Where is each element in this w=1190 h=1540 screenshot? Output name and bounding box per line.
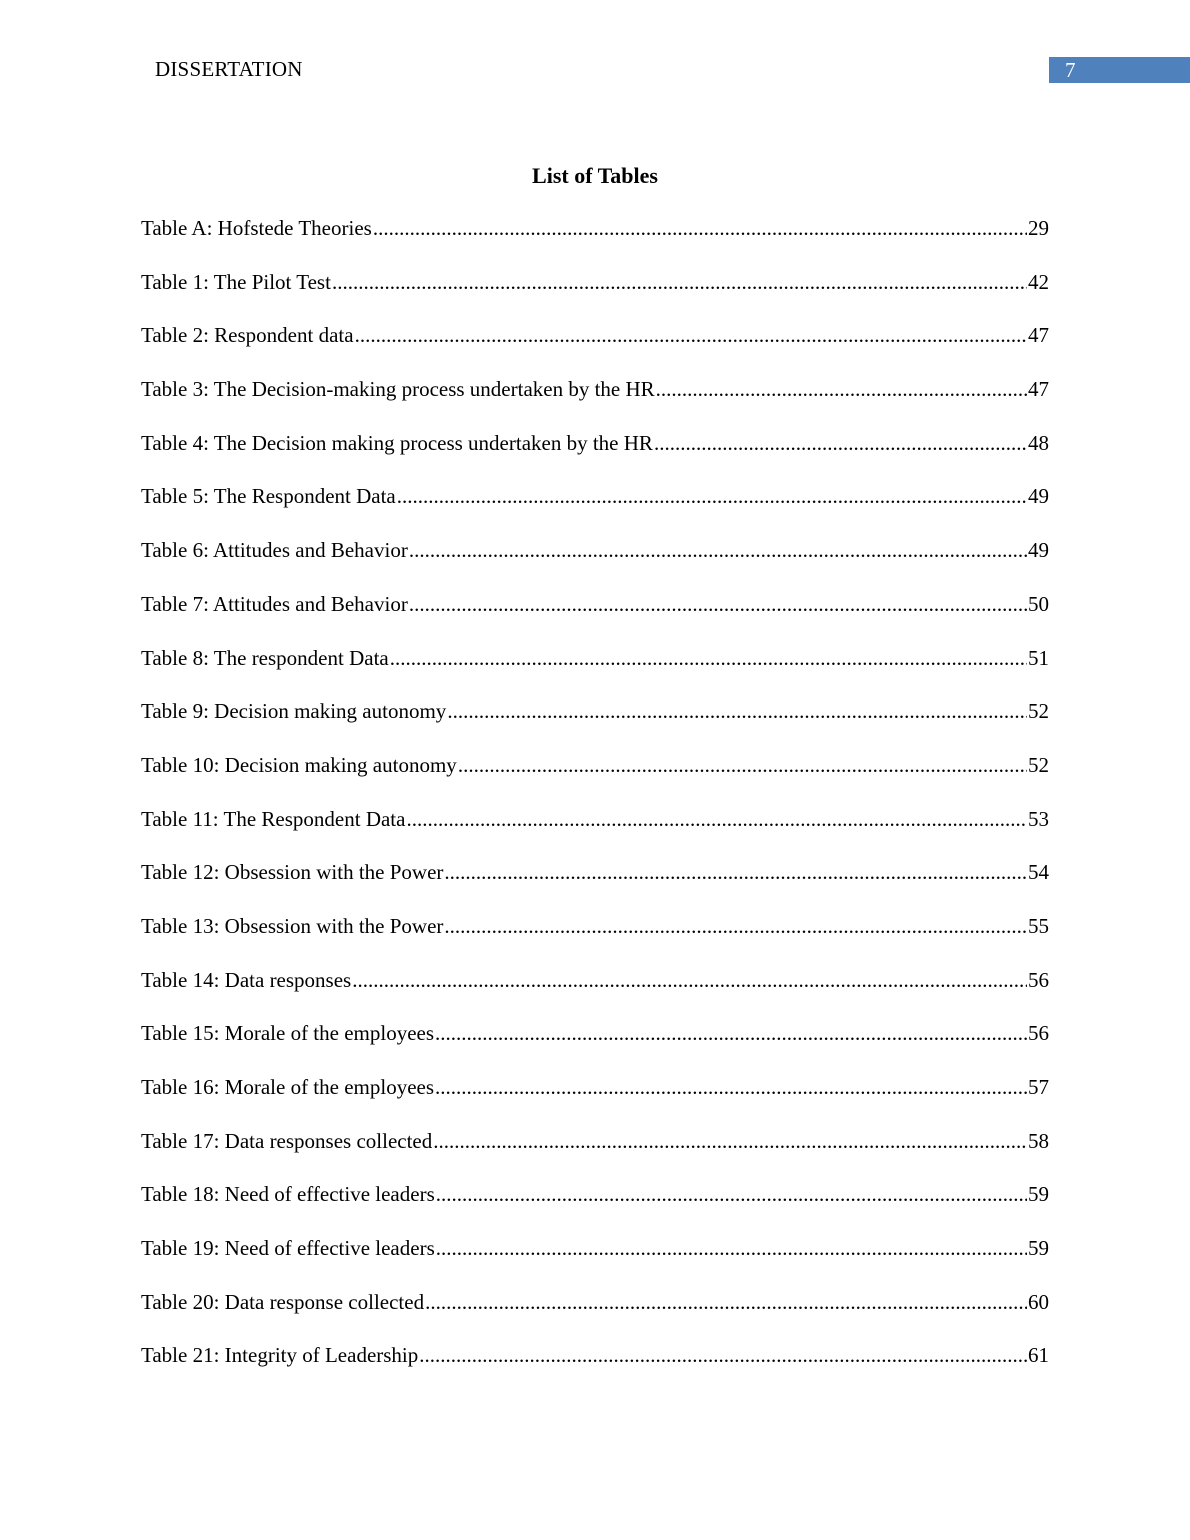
toc-entry[interactable] bbox=[141, 377, 1049, 431]
toc-entry-page: 56 bbox=[1028, 1021, 1049, 1046]
toc-entry-label: Table A: Hofstede Theories bbox=[141, 216, 372, 240]
dot-leader bbox=[436, 1236, 1027, 1261]
toc-entry[interactable] bbox=[141, 860, 1049, 914]
toc-entry-page: 49 bbox=[1028, 538, 1049, 563]
dot-leader bbox=[390, 646, 1027, 671]
toc-entry-label: Table 12: Obsession with the Power bbox=[141, 860, 444, 885]
page-number: 7 bbox=[1065, 58, 1076, 82]
dot-leader bbox=[409, 592, 1027, 617]
toc-entry-page: 53 bbox=[1028, 806, 1049, 831]
toc-entry-page: 47 bbox=[1028, 323, 1049, 348]
dot-leader bbox=[656, 377, 1027, 402]
toc-entry-label: Table 7: Attitudes and Behavior bbox=[141, 591, 408, 616]
dot-leader bbox=[409, 538, 1027, 563]
toc-entry-page: 59 bbox=[1028, 1182, 1049, 1207]
toc-entry-page: 54 bbox=[1028, 860, 1049, 885]
toc-entry[interactable] bbox=[141, 1075, 1049, 1129]
dot-leader bbox=[435, 1021, 1027, 1046]
toc-entry[interactable] bbox=[141, 646, 1049, 700]
toc-entry-label: Table 6: Attitudes and Behavior bbox=[141, 538, 408, 563]
toc-entry[interactable] bbox=[141, 753, 1049, 807]
toc-entry[interactable] bbox=[141, 1182, 1049, 1236]
dot-leader bbox=[332, 270, 1027, 295]
dot-leader bbox=[425, 1290, 1027, 1315]
toc-entry-label: Table 16: Morale of the employees bbox=[141, 1075, 435, 1099]
toc-entry-label: Table 19: Need of effective leaders bbox=[141, 1236, 435, 1261]
toc-entry-label: Table 13: Obsession with the Power bbox=[141, 913, 444, 938]
toc-entry[interactable] bbox=[141, 1236, 1049, 1290]
table-of-contents-list bbox=[141, 216, 1049, 1397]
toc-entry[interactable] bbox=[141, 270, 1049, 324]
toc-entry-page: 52 bbox=[1028, 699, 1049, 724]
page-number-badge bbox=[1049, 57, 1190, 83]
toc-entry[interactable] bbox=[141, 538, 1049, 592]
toc-entry-page: 56 bbox=[1028, 967, 1049, 992]
toc-entry[interactable] bbox=[141, 216, 1049, 270]
dot-leader bbox=[436, 1182, 1027, 1207]
toc-entry-label: Table 3: The Decision-making process undertaken by the HR bbox=[141, 377, 655, 402]
toc-entry-label: Table 15: Morale of the employees bbox=[141, 1021, 435, 1046]
toc-entry-page: 57 bbox=[1028, 1075, 1049, 1099]
toc-entry-page: 60 bbox=[1028, 1289, 1049, 1314]
toc-entry-page: 51 bbox=[1028, 645, 1049, 670]
toc-entry[interactable] bbox=[141, 323, 1049, 377]
toc-entry-page: 52 bbox=[1028, 752, 1049, 777]
dot-leader bbox=[458, 753, 1027, 778]
toc-entry-page: 59 bbox=[1028, 1236, 1049, 1261]
toc-entry-label: Table 4: The Decision making process undertaken by the HR bbox=[141, 430, 653, 455]
toc-entry-label: Table 5: The Respondent Data bbox=[141, 484, 396, 509]
toc-entry[interactable] bbox=[141, 914, 1049, 968]
dot-leader bbox=[355, 323, 1027, 348]
dot-leader bbox=[435, 1075, 1027, 1100]
toc-entry-label: Table 20: Data response collected bbox=[141, 1289, 425, 1314]
dot-leader bbox=[447, 699, 1027, 724]
toc-entry-page: 29 bbox=[1028, 216, 1049, 240]
toc-entry[interactable] bbox=[141, 1129, 1049, 1183]
toc-entry-label: Table 21: Integrity of Leadership bbox=[141, 1343, 419, 1368]
toc-entry[interactable] bbox=[141, 699, 1049, 753]
toc-entry[interactable] bbox=[141, 431, 1049, 485]
toc-entry-page: 42 bbox=[1028, 269, 1049, 294]
dot-leader bbox=[444, 860, 1027, 885]
dot-leader bbox=[352, 968, 1027, 993]
toc-entry-label: Table 18: Need of effective leaders bbox=[141, 1182, 435, 1207]
toc-entry-page: 50 bbox=[1028, 591, 1049, 616]
toc-entry[interactable] bbox=[141, 807, 1049, 861]
toc-entry[interactable] bbox=[141, 1290, 1049, 1344]
dot-leader bbox=[406, 807, 1027, 832]
toc-entry[interactable] bbox=[141, 484, 1049, 538]
toc-entry-label: Table 1: The Pilot Test bbox=[141, 269, 331, 294]
dot-leader bbox=[419, 1343, 1027, 1368]
dot-leader bbox=[654, 431, 1027, 456]
toc-entry-page: 61 bbox=[1028, 1343, 1049, 1368]
toc-entry-page: 48 bbox=[1028, 430, 1049, 455]
toc-entry-label: Table 10: Decision making autonomy bbox=[141, 752, 457, 777]
toc-entry-page: 47 bbox=[1028, 377, 1049, 402]
dot-leader bbox=[444, 914, 1027, 939]
toc-entry-page: 58 bbox=[1028, 1128, 1049, 1153]
toc-entry-label: Table 2: Respondent data bbox=[141, 323, 354, 348]
dot-leader bbox=[373, 216, 1027, 241]
toc-entry-label: Table 14: Data responses bbox=[141, 967, 352, 992]
toc-entry-page: 55 bbox=[1028, 913, 1049, 938]
dot-leader bbox=[433, 1129, 1027, 1154]
toc-entry[interactable] bbox=[141, 592, 1049, 646]
toc-entry-label: Table 17: Data responses collected bbox=[141, 1128, 433, 1153]
running-header: DISSERTATION bbox=[155, 57, 303, 81]
toc-entry-label: Table 8: The respondent Data bbox=[141, 645, 389, 670]
toc-entry-label: Table 11: The Respondent Data bbox=[141, 806, 406, 831]
dot-leader bbox=[397, 484, 1027, 509]
toc-entry[interactable] bbox=[141, 1021, 1049, 1075]
list-of-tables-heading: List of Tables bbox=[532, 163, 658, 188]
toc-entry-label: Table 9: Decision making autonomy bbox=[141, 699, 447, 724]
toc-entry[interactable] bbox=[141, 968, 1049, 1022]
toc-entry-page: 49 bbox=[1028, 484, 1049, 509]
toc-entry[interactable] bbox=[141, 1343, 1049, 1397]
